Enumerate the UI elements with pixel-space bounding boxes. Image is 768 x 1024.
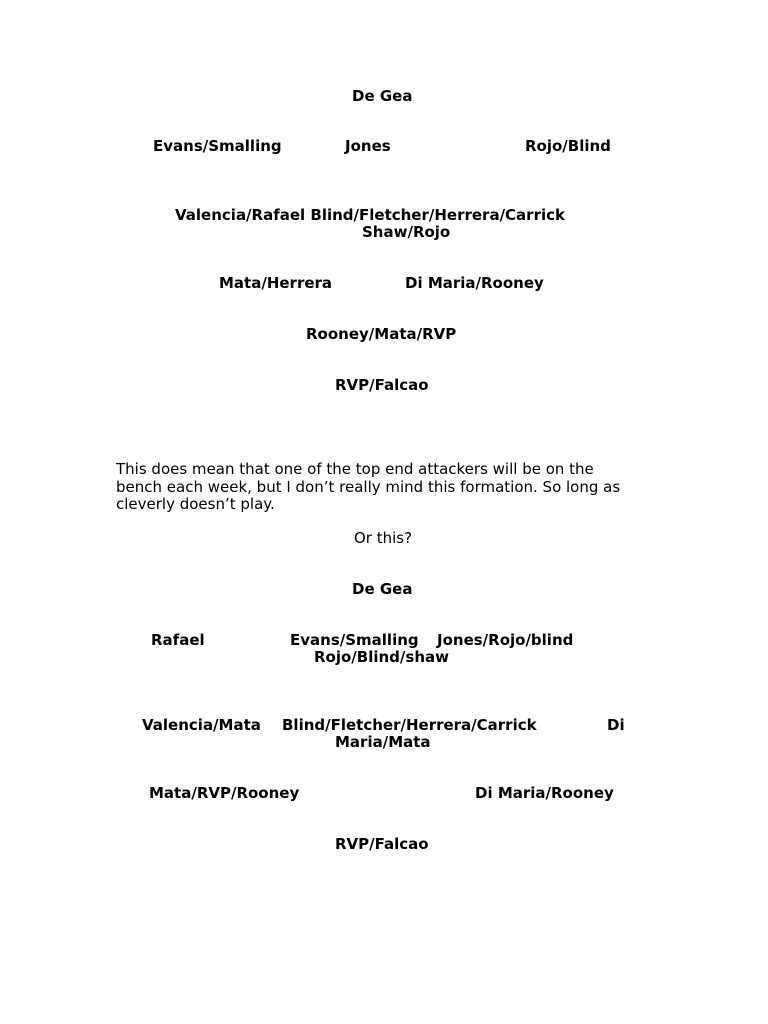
paragraph-line-2: bench each week, but I don’t really mind this formation. So long as (116, 477, 621, 496)
paragraph-line-3: cleverly doesn’t play. (116, 495, 275, 513)
f1-defender-left: Evans/Smalling (153, 137, 282, 155)
f2-goalkeeper: De Gea (352, 580, 413, 598)
question-text: Or this? (354, 529, 413, 547)
f1-defender-right: Rojo/Blind (525, 137, 611, 155)
commentary-paragraph (116, 461, 646, 514)
f2-defender-center: Evans/Smalling (290, 631, 419, 649)
f1-am-left: Mata/Herrera (219, 274, 333, 292)
f1-midfield-line2: Shaw/Rojo (362, 223, 451, 241)
f1-goalkeeper: De Gea (352, 87, 413, 105)
f2-attack-right: Di Maria/Rooney (475, 784, 614, 802)
f2-attack-left: Mata/RVP/Rooney (149, 784, 300, 802)
f1-defender-center: Jones (345, 137, 391, 155)
f2-midfield-right: Di (607, 716, 625, 734)
f1-am-right: Di Maria/Rooney (405, 274, 544, 292)
f2-midfield-center: Blind/Fletcher/Herrera/Carrick (282, 716, 537, 734)
f2-midfield-left: Valencia/Mata (142, 716, 261, 734)
f2-midfield-line2: Maria/Mata (335, 733, 431, 751)
f2-striker: RVP/Falcao (335, 835, 429, 853)
f1-midfield-line1: Valencia/Rafael Blind/Fletcher/Herrera/Carrick (175, 206, 565, 224)
paragraph-line-1: This does mean that one of the top end attackers will be on the (116, 460, 594, 478)
f1-striker: RVP/Falcao (335, 376, 429, 394)
f1-cam: Rooney/Mata/RVP (306, 325, 457, 343)
f2-defender-left: Rafael (151, 631, 205, 649)
f2-defender-right: Jones/Rojo/blind (437, 631, 574, 649)
f2-defender-line2: Rojo/Blind/shaw (314, 648, 449, 666)
